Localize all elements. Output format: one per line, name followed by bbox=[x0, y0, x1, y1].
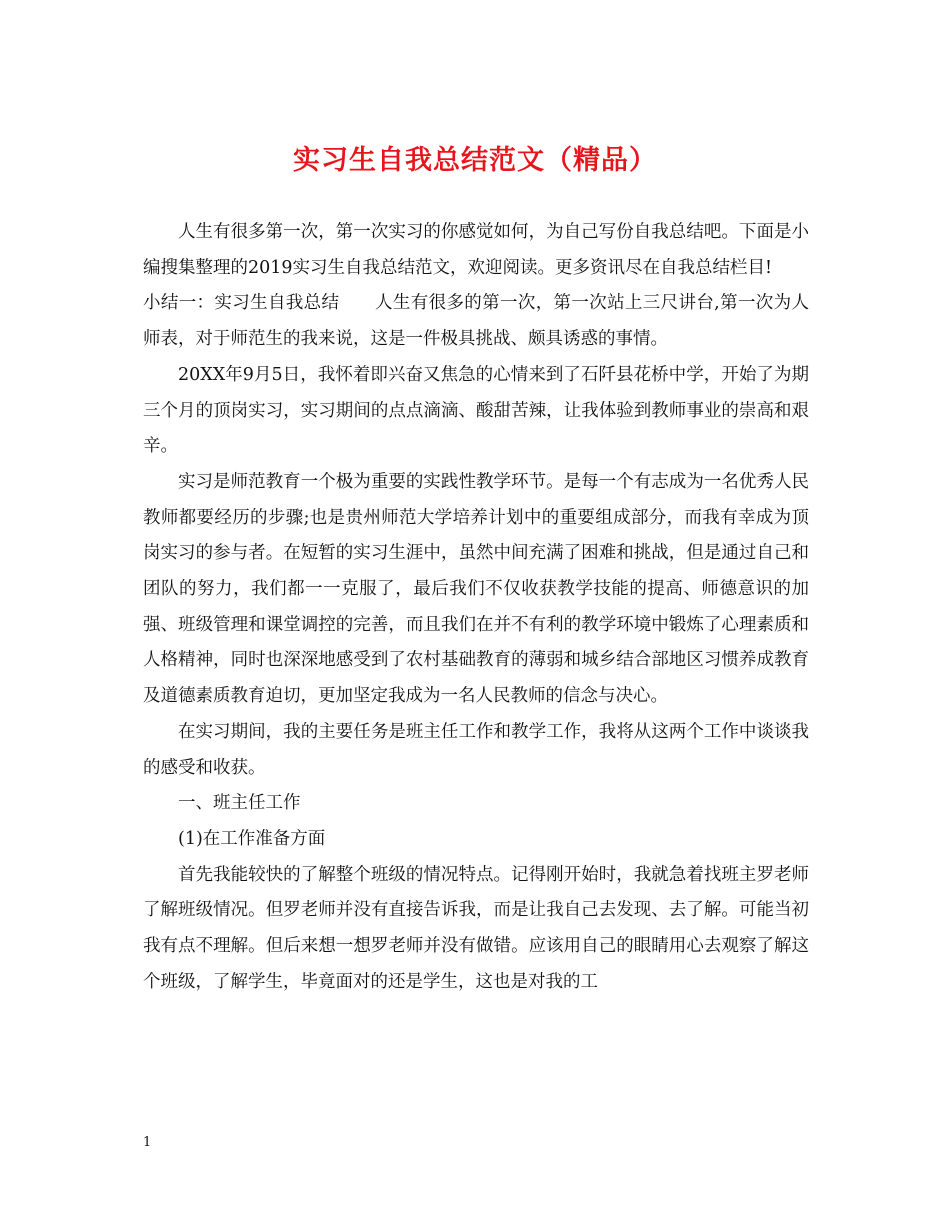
subsection-heading-preparation: (1)在工作准备方面 bbox=[178, 828, 326, 849]
paragraph-summary-one: 小结一：实习生自我总结 人生有很多的第一次，第一次站上三尺讲台,第一次为人师表，对于师范生的我来说，这是一件极具挑战、颇具诱惑的事情。 bbox=[143, 293, 809, 350]
paragraph-internship-importance: 实习是师范教育一个极为重要的实践性教学环节。是每一个有志成为一名优秀人民教师都要经历的步骤;也是贵州师范大学培养计划中的重要组成部分，而我有幸成为顶岗实习的参与者。在短暂的实习生涯中，虽然中间充满了困难和挑战，但是通过自己和团队的努力，我们都一一克服了，最后我们不仅收获教学技能的提高、师德意识的加强、班级管理和课堂调控的完善，而且我们在并不有利的教学环境中锻炼了心理素质和人格精神，同时也深深地感受到了农村基础教育的薄弱和城乡结合部地区习惯养成教育及道德素质教育迫切，更加坚定我成为一名人民教师的信念与决心。 bbox=[143, 471, 809, 707]
section-heading-class-teacher-work: 一、班主任工作 bbox=[178, 793, 301, 814]
document-body bbox=[143, 215, 809, 1000]
page-number: 1 bbox=[143, 1135, 152, 1150]
document-title: 实习生自我总结范文（精品） bbox=[293, 145, 657, 176]
paragraph-main-tasks: 在实习期间，我的主要任务是班主任工作和教学工作，我将从这两个工作中谈谈我的感受和收获。 bbox=[143, 721, 809, 778]
paragraph-class-understanding: 首先我能较快的了解整个班级的情况特点。记得刚开始时，我就急着找班主罗老师了解班级情况。但罗老师并没有直接告诉我，而是让我自己去发现、去了解。可能当初我有点不理解。但后来想一想罗老师并没有做错。应该用自己的眼睛用心去观察了解这个班级，了解学生，毕竟面对的还是学生，这也是对我的工 bbox=[143, 864, 809, 992]
paragraph-internship-start: 20XX年9月5日，我怀着即兴奋又焦急的心情来到了石阡县花桥中学，开始了为期三个月的顶岗实习，实习期间的点点滴滴、酸甜苦辣，让我体验到教师事业的崇高和艰辛。 bbox=[143, 364, 809, 457]
paragraph-intro: 人生有很多第一次，第一次实习的你感觉如何，为自己写份自我总结吧。下面是小编搜集整理的2019实习生自我总结范文，欢迎阅读。更多资讯尽在自我总结栏目! bbox=[143, 222, 809, 278]
